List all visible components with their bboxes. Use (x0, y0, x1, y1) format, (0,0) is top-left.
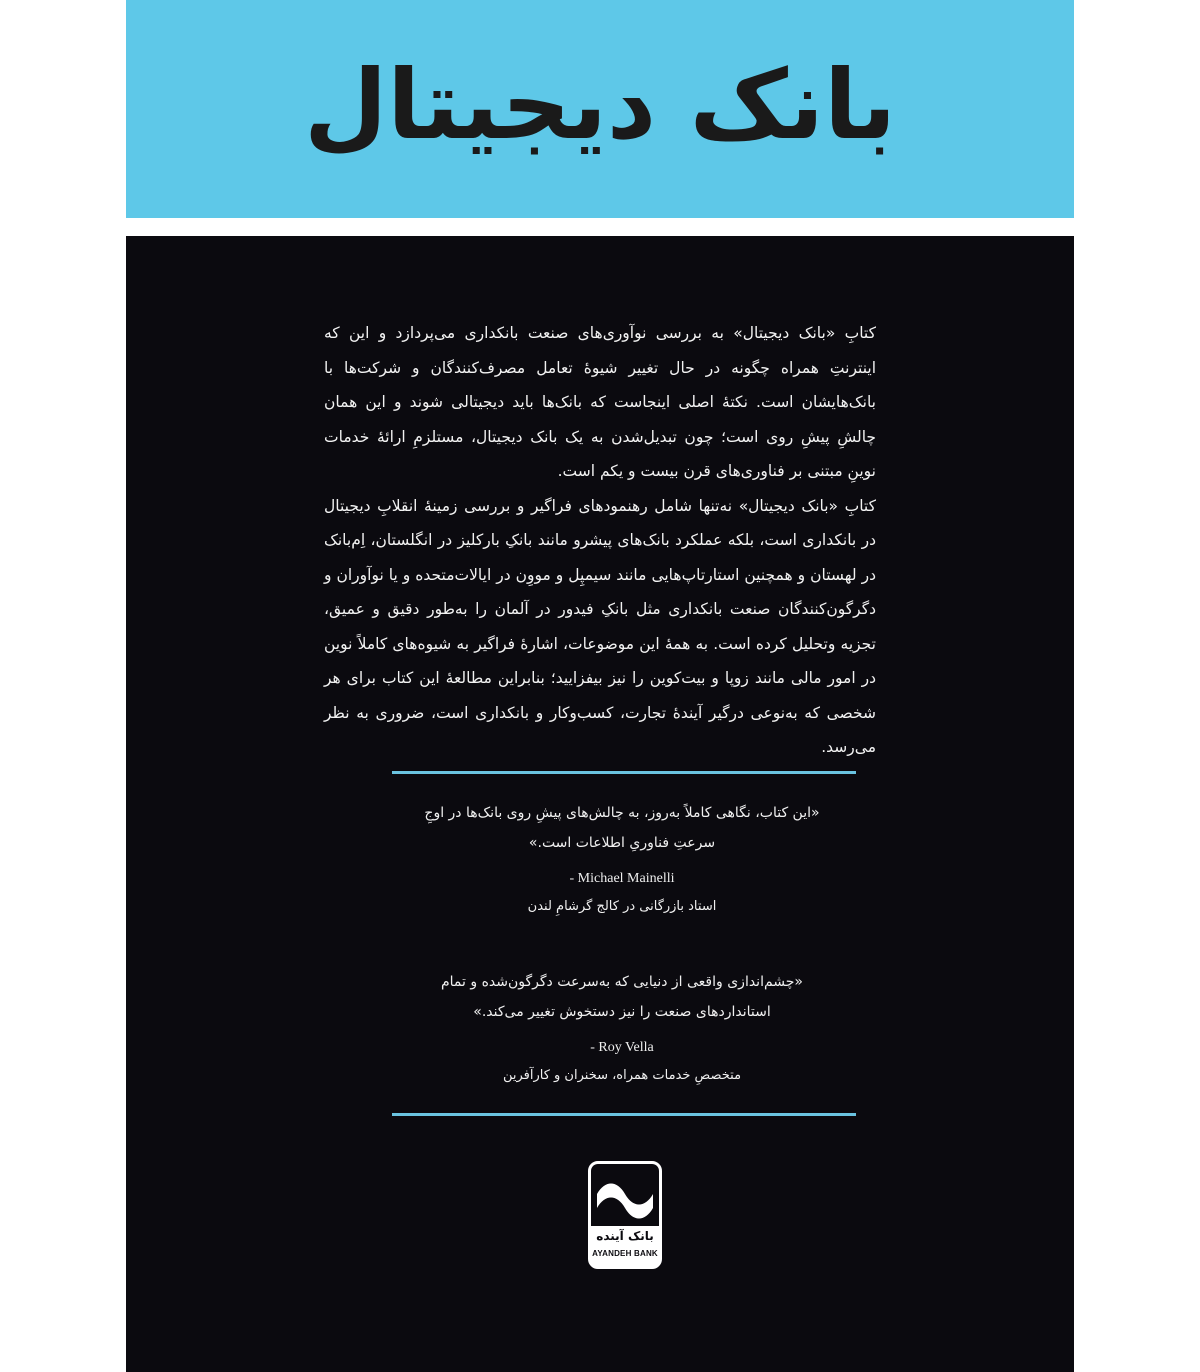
testimonial-2-text: «چشم‌اندازی واقعی از دنیایی که به‌سرعت دگرگون‌شده و تمام استانداردهای صنعت را نیز دستخوش تغییر می‌کند.» (440, 974, 803, 1020)
top-divider (392, 771, 856, 774)
ayandeh-wave-logo-icon (591, 1164, 659, 1226)
publisher-name-en: AYANDEH BANK (592, 1249, 658, 1258)
testimonial-1-role: استاد بازرگانی در کالج گرشامِ لندن (527, 899, 717, 914)
testimonial-2-author: - Roy Vella (590, 1040, 654, 1055)
testimonial-2 (402, 967, 842, 1087)
book-description (324, 316, 876, 765)
bottom-divider (392, 1113, 856, 1116)
back-cover-panel (126, 236, 1074, 1372)
testimonial-1-text: «این کتاب، نگاهی کاملاً به‌روز، به چالش‌های پیشِ روی بانک‌ها در اوجِ سرعتِ فناوریِ اطلاعات است.» (424, 805, 820, 851)
testimonial-1 (402, 798, 842, 918)
title-band (126, 0, 1074, 218)
testimonial-1-author: - Michael Mainelli (569, 871, 675, 886)
book-title: بانک دیجیتال (303, 49, 897, 161)
publisher-logo (588, 1161, 662, 1269)
description-paragraph-2: کتابِ «بانک دیجیتال» نه‌تنها شامل رهنمودهای فراگیر و بررسی زمینهٔ انقلابِ دیجیتال در بانکداری است، بلکه عملکرد بانک‌های پیشرو مانند بانکِ بارکلیز در انگلستان، اِم‌بانک در لهستان و همچنین استارتاپ‌هایی مانند سیمپِل و مووِن در ایالات‌متحده و یا نوآوران و دگرگون‌کنندگان صنعت بانکداری مثل بانکِ فیدور در آلمان را به‌طور دقیق و عمیق، تجزیه وتحلیل کرده است. به همهٔ این موضوعات، اشارهٔ فراگیر به شیوه‌های کاملاً نوین در امور مالی مانند زوپا و بیت‌کوین را نیز بیفزایید؛ بنابراین مطالعهٔ این کتاب برای هر شخصی که به‌نوعی درگیر آیندهٔ تجارت، کسب‌وکار و بانکداری است، ضروری به نظر می‌رسد. (324, 496, 876, 756)
description-paragraph-1: کتابِ «بانک دیجیتال» به بررسی نوآوری‌های صنعت بانکداری می‌پردازد و این که اینترنتِ همراه چگونه در حال تغییر شیوهٔ تعامل مصرف‌کنندگان و شرکت‌ها با بانک‌هایشان است. نکتهٔ اصلی اینجاست که بانک‌ها باید دیجیتالی شوند و این همان چالشِ پیشِ روی است؛ چون تبدیل‌شدن به یک بانک دیجیتال، مستلزمِ ارائهٔ خدمات نوینِ مبتنی بر فناوری‌های قرن بیست و یکم است. (324, 324, 876, 480)
testimonial-2-role: متخصصِ خدمات همراه، سخنران و کارآفرین (502, 1068, 742, 1083)
publisher-name-fa: بانک آینده (596, 1229, 654, 1243)
